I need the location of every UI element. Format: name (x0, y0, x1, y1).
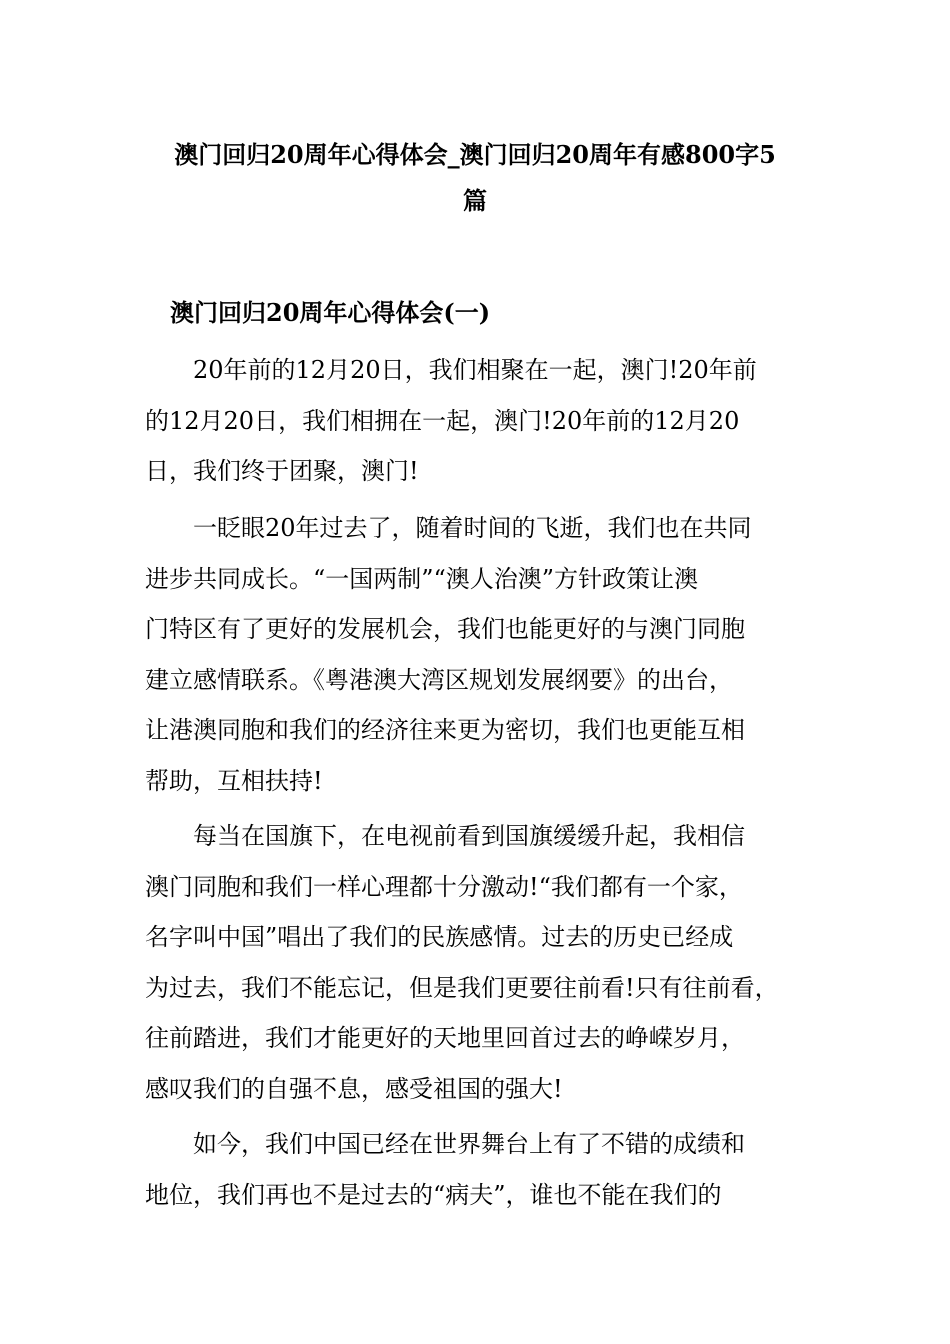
document-title-line-2: 篇 (463, 186, 487, 215)
paragraph-line: 往前踏进，我们才能更好的天地里回首过去的峥嵘岁月， (145, 1024, 745, 1052)
paragraph-line: 建立感情联系。《粤港澳大湾区规划发展纲要》的出台， (145, 665, 733, 694)
paragraph-line: 地位，我们再也不是过去的“病夫”，谁也不能在我们的 (145, 1180, 722, 1209)
paragraph-line: 门特区有了更好的发展机会，我们也能更好的与澳门同胞 (145, 615, 745, 643)
paragraph-line: 日，我们终于团聚，澳门! (145, 457, 419, 485)
paragraph-4 (145, 1119, 805, 1220)
paragraph-line: 帮助，互相扶持! (145, 766, 323, 795)
paragraph-line: 感叹我们的自强不息，感受祖国的强大! (145, 1074, 563, 1103)
paragraph-line: 澳门同胞和我们一样心理都十分激动!“我们都有一个家， (145, 872, 743, 901)
paragraph-3 (145, 811, 805, 1114)
paragraph-line: 一眨眼20年过去了，随着时间的飞逝，我们也在共同 (193, 514, 752, 542)
paragraph-2 (145, 503, 805, 806)
paragraph-line: 如今，我们中国已经在世界舞台上有了不错的成绩和 (193, 1130, 745, 1158)
paragraph-line: 名字叫中国”唱出了我们的民族感情。过去的历史已经成 (145, 923, 734, 951)
document-title (140, 132, 810, 224)
paragraph-line: 的12月20日，我们相拥在一起，澳门!20年前的12月20 (145, 406, 740, 435)
paragraph-line: 20年前的12月20日，我们相聚在一起，澳门!20年前 (193, 356, 757, 384)
paragraph-line: 让港澳同胞和我们的经济往来更为密切，我们也更能互相 (145, 716, 745, 744)
document-title-line-1: 澳门回归20周年心得体会_澳门回归20周年有感800字5 (174, 140, 776, 169)
paragraph-line: 为过去，我们不能忘记，但是我们更要往前看!只有往前看， (145, 973, 779, 1002)
paragraph-1 (145, 345, 805, 497)
section-heading: 澳门回归20周年心得体会(一) (170, 298, 491, 327)
paragraph-line: 每当在国旗下，在电视前看到国旗缓缓升起，我相信 (193, 822, 745, 850)
paragraph-line: 进步共同成长。“一国两制”“澳人治澳”方针政策让澳 (145, 564, 699, 593)
